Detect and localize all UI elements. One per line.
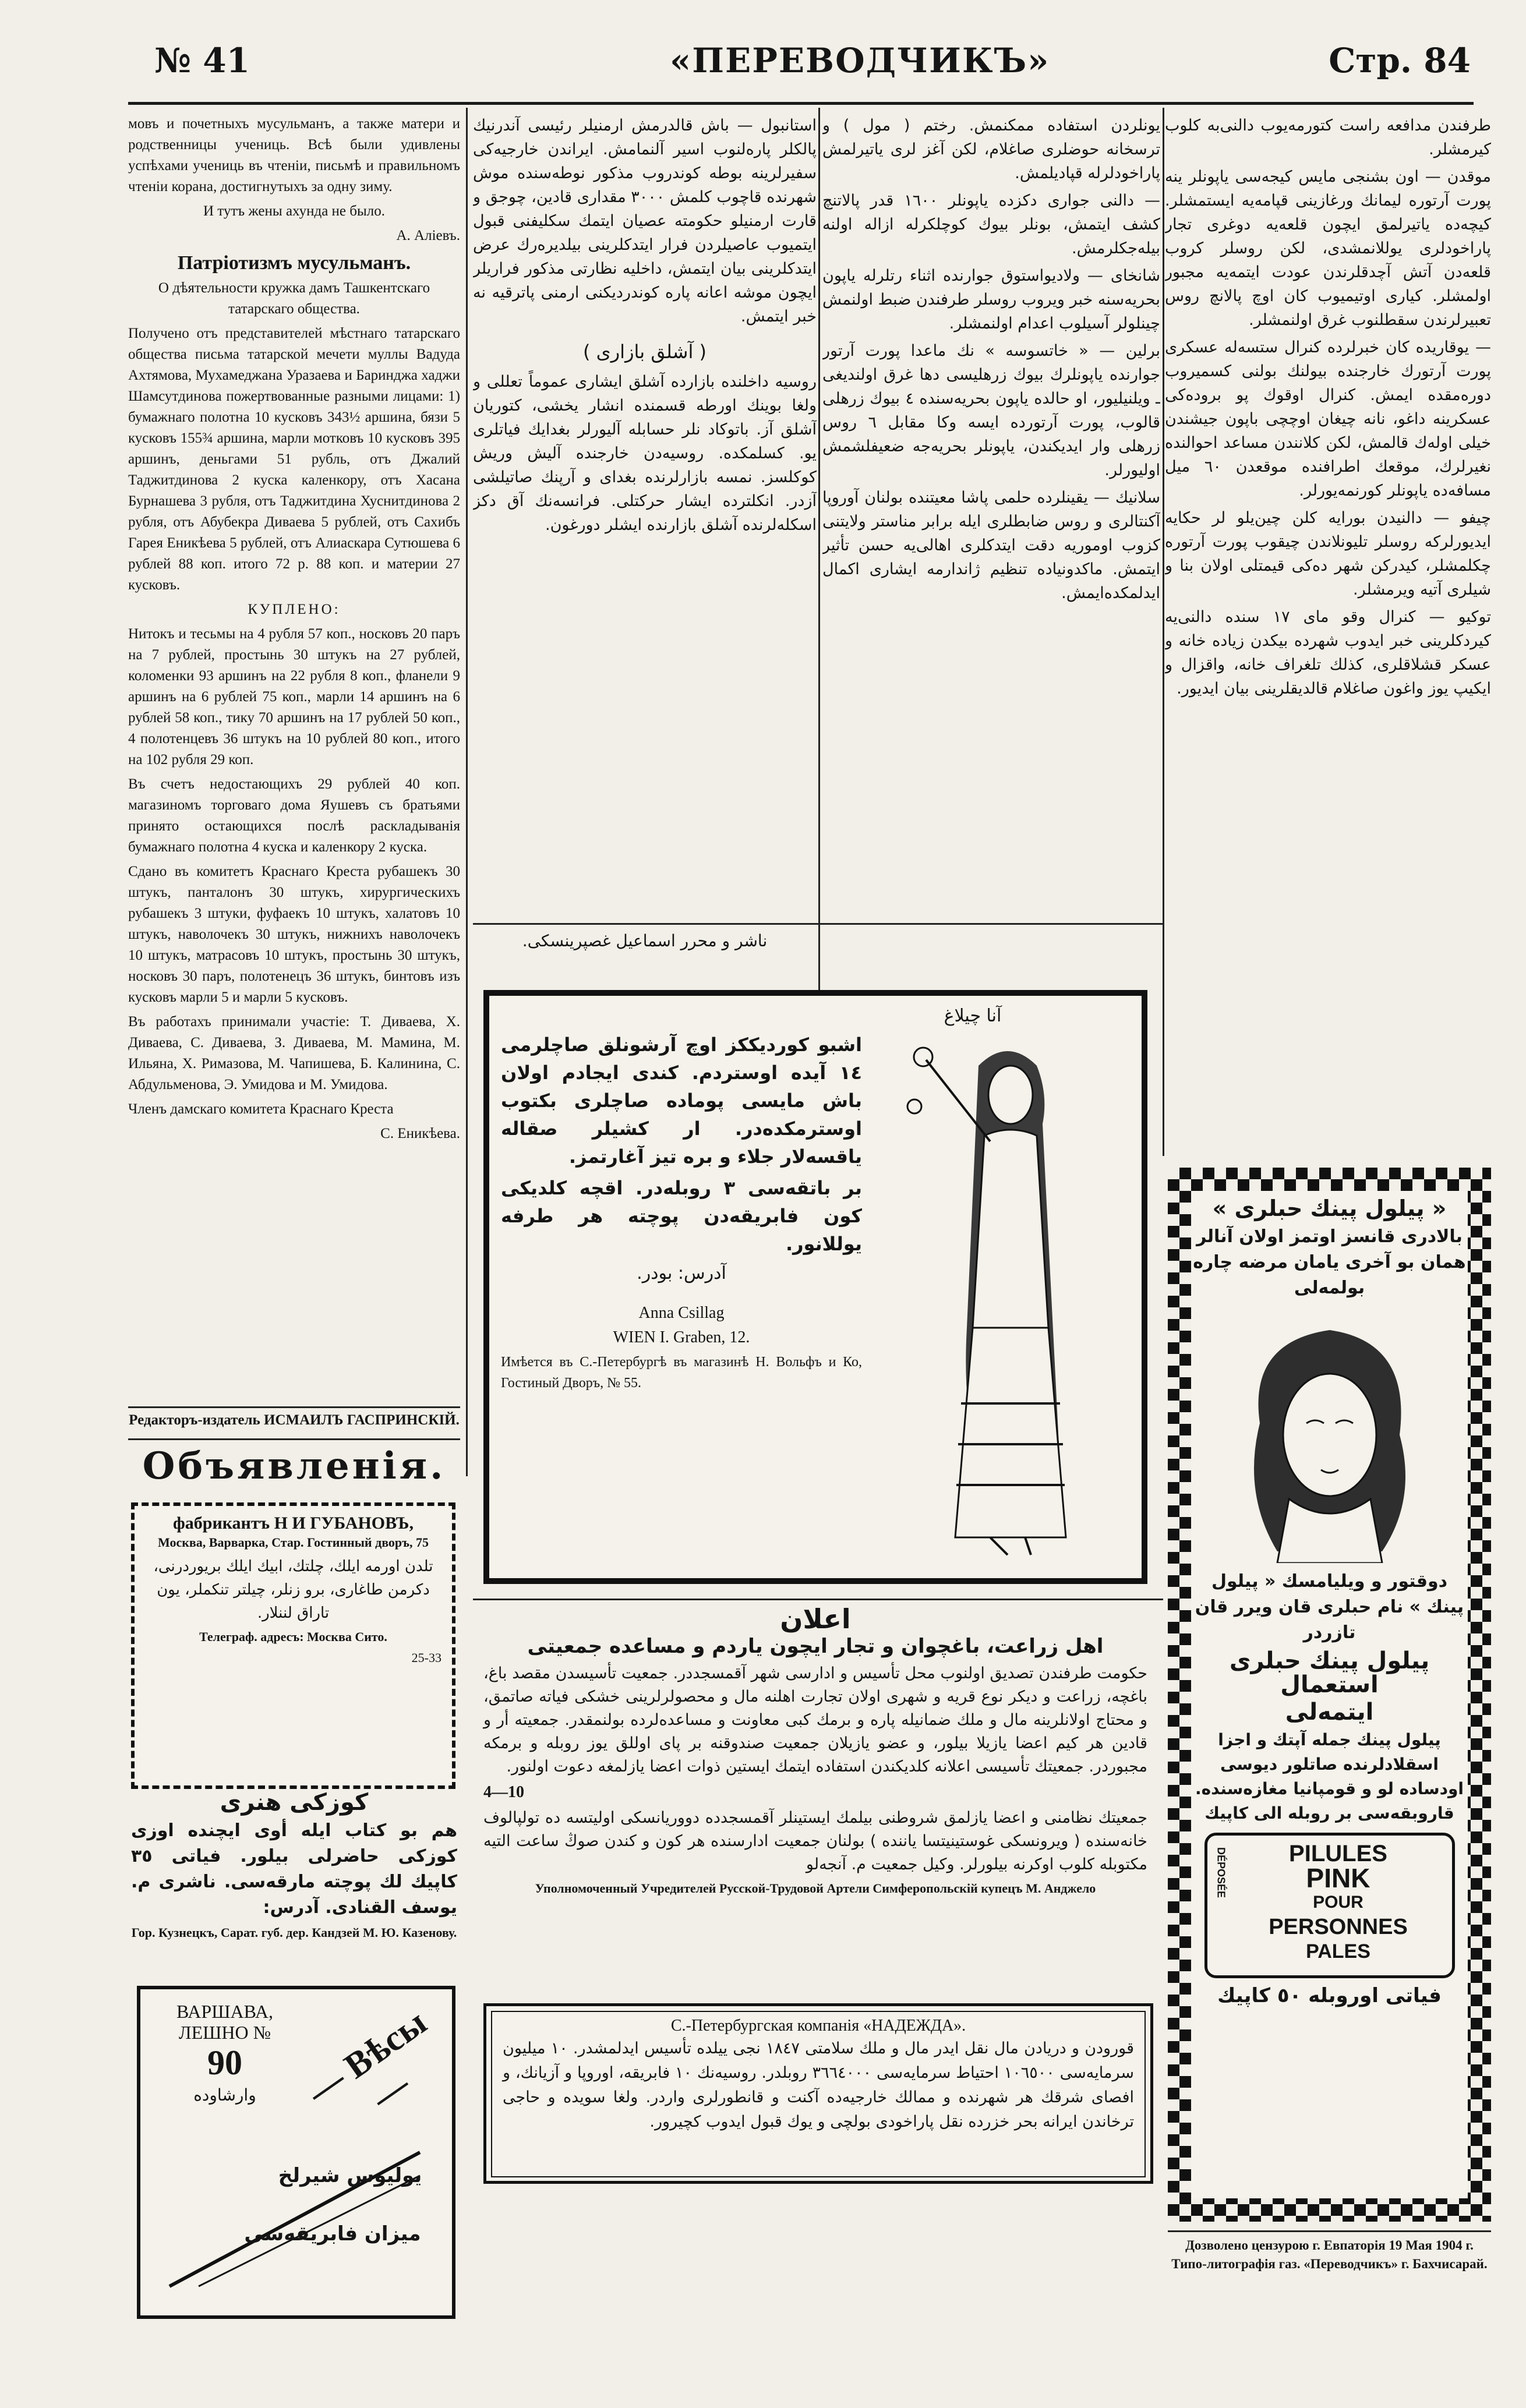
- article-paragraph: Получено отъ представителей мѣстнаго татарскаго общества письма татарской мечети муллы Вадуда Ахтямова, Мухамеджана Уразаева и Баринджа хаджи Шамсутдинова пожертвованные разными лицами: 1) бумажнаго полотна 10 кусковъ 343½ аршина, бязи 5 кусковъ 155¾ аршина, марли мотковъ 10 кусковъ 395 аршинъ, деньгами 51 рубль, отъ Джалий Таджитдинова 2 куска каленкору, отъ Хасана Бурнашева 3 рубля, отъ Таджитдина Хуснитдинова 2 рубля, отъ Абубекра Диваева 5 рублей, отъ Сахибъ Гарея Еникѣева 5 рублей, отъ Алиаскара Сутюшева 6 рублей 88 коп. итого 72 р. 88 коп. и материи 27 кусковъ.: [128, 326, 460, 593]
- announcement-body-2: جمعیتك نظامنی و اعضا یازلمق شروطنی بیلمك ایستینلر آقمسجدده دووریانسکی اولیتسه ده تولپالوف خانه‌سنده ( ویرونسکی غوستینیتسا یاننده ) بولنان جمعیت ادارسنده هر کون و کندن صوڭ ساعت التیه مکتوبله کلوب اوکرنه بیلورلر. وکیل جمعیت م. آنجه‌لو: [483, 1809, 1147, 1873]
- article-subtitle: О дѣятельности кружка дамъ Ташкентскаго татарскаго общества.: [158, 280, 430, 317]
- kozgi-title: کوزکی هنری: [220, 1789, 369, 1816]
- csillag-text: اشبو کوردیککز اوچ آرشونلق صاچلرمی ١٤ آیده اوستردم. کندی ایجادم اولان باش مایسی پوماده صاچلری بکتوب اوسترمکده‌در. ار کشیلر صقاله یاقسه‌لار جلاء و بره تیز آغارتمز.: [501, 1034, 862, 1168]
- column-news-4: [1165, 114, 1491, 1162]
- kozgi-text: هم بو کتاب ایله أوی ایچنده اوزی کوزکی حاضرلی بیلور. فیاتی ٣٥ کاپیك لك پوچته مارقه‌سی. ناشری م. یوسف القنادی. آدرس:: [131, 1820, 457, 1918]
- news-paragraph: یونلردن استفاده ممکنمش. رختم ( مول ) و ترسخانه حوضلری صاغلام، لکن آغز لری یاتیرلمش پاراخودلرله قپادیلمش.: [822, 116, 1160, 182]
- pills-box-word-5: PALES: [1306, 1940, 1370, 1963]
- pink-pills-ad: [1168, 1168, 1491, 2222]
- news-paragraph: — یوقاریده کان خبرلرده کنرال ستسه‌له عسکری پورت آرتورك خارجنده بیولنك بولنی کسمیروب دوره‌مقده ایمش. کنرال اوقوك پو بروده‌کی عسکرینه داغو، نانه چیغان اوچچی باپون جیشندن خیلی اوله‌ك قالمش، لکن کلانندن مساعد احوالنده نغیرلرك، موقعك اطرافنده موقعدن ٦٠ میل مسافه‌ده یاپونلر کورنمه‌یورلر.: [1165, 338, 1491, 500]
- page-number: Стр. 84: [1329, 41, 1471, 80]
- csillag-address-label: آدرس: بودر.: [637, 1263, 726, 1283]
- nadezhda-insurance-ad: [483, 2003, 1153, 2184]
- csillag-city: WIEN I. Graben, 12.: [613, 1328, 750, 1346]
- warsaw-brand: — Вѣсы —: [300, 2002, 434, 2118]
- warsaw-number: 90: [207, 2043, 242, 2082]
- article-paragraph: Въ счетъ недостающихъ 29 рублей 40 коп. магазиномъ торговаго дома Яушевъ съ братьями принято остающихся послѣ раскладыванія бумажнаго полотна 4 куска и каленкору 2 куска.: [128, 776, 460, 855]
- csillag-price: بر باتقه‌سی ٣ روبله‌در. اقچه کلدیکی کون فابریقه‌دن پوچته هر طرفه یوللانور.: [501, 1177, 863, 1255]
- grain-market-heading: ( آشلق بازاری ): [583, 341, 707, 363]
- pills-intro: بالادری قانسز اوتمز اولان آنالر همان بو آخری یامان مرضه چاره بولمه‌لی: [1193, 1226, 1466, 1298]
- kozgi-address: Гор. Кузнецкъ, Сарат. губ. дер. Кандзей М. Ю. Казенову.: [131, 1925, 457, 1940]
- news-shanghai: شانخای — ولادیواستوق جوارنده اثناء رتلرله یاپون بحریه‌سنه خبر ویروب روسلر طرفندن ضبط اولنمش چینلولر آسیلوب اعدام اولنمشلر.: [822, 267, 1160, 333]
- pills-use-2: ایتمه‌لی: [1285, 1699, 1374, 1725]
- pills-use: پیلول پینك حبلری استعمال: [1229, 1647, 1430, 1698]
- censor-rule: [1168, 2230, 1491, 2232]
- pills-doctor: دوقتور و ویلیامسك « پیلول پینك » نام حبلری قان ویرر قان تازردر: [1195, 1571, 1464, 1643]
- warsaw-street: ЛЕШНО №: [178, 2022, 271, 2043]
- gubanov-name: фабрикантъ Н И ГУБАНОВЪ,: [173, 1514, 414, 1533]
- warsaw-scales-ad: [137, 1986, 455, 2319]
- column-news-3: [822, 114, 1160, 993]
- ads-heading-wrap: [128, 1444, 460, 1488]
- article-title: Патріотизмъ мусульманъ.: [177, 252, 411, 274]
- issue-number: № 41: [154, 41, 250, 80]
- column-divider-3: [1163, 108, 1164, 1156]
- article-paragraph: Нитокъ и тесьмы на 4 рубля 57 коп., носковъ 20 паръ на 7 рублей, простынь 30 штукъ на 27 рублей, коломенки 93 аршинъ на 22 рубля 8 коп., фланели 9 аршинъ на 6 рублей 75 коп., марли 14 аршинъ на 6 рублей 58 коп., тику 70 аршинъ на 17 рублей 50 коп., 4 полотенцевъ 36 штукъ на 10 рублей 80 коп., итого на 102 рубля 29 коп.: [128, 626, 460, 768]
- column-divider-1: [466, 108, 468, 1476]
- news-paragraph: — دالنی جواری دکزده یاپونلر ١٦٠٠ قدر پالاتنچ کشف ایتمش، بونلر بیوك کوچلکرله ازاله اولنه بیله‌جکلرمش.: [822, 192, 1160, 257]
- pink-pills-inner: [1191, 1191, 1468, 2198]
- warsaw-factory: ميزان فابريقه‌سى: [244, 2222, 421, 2246]
- scale-graphic: [164, 2141, 432, 2292]
- announcement-body: حکومت طرفندن تصدیق اولنوب محل تأسیس و ادارسی شهر آقمسجددر. جمعیت تأسیسدن مقصد باغ، باغچه، زراعت و دیکر نوع قریه و شهری اولان تجارت اهلنه مال و محصولرلرینی خشکی فیاته صاتمق، و محتاج اولانلرینه مال و ملك ضمانیله پاره و برمك کبی معاونت و مساعده‌لرده بولنمقدر. جمعیته أر و قادین هر کیم اعضا یازیلا بیلور، و عضو یازیلان جمعیت صندوقنه بر پای اوللق یوز روبله و برمکه مجبوردر. جمعیتك تأسیسی اعلانه کلدیکندن استفاده ایتمك ایستین ذوات اعضا یازلمغه دعوت اولنور.: [483, 1664, 1147, 1776]
- csillag-arabic-name: آنا چیلاغ: [944, 1006, 1002, 1026]
- gubanov-text-arabic: تلدن اورمه ایلك، چلتك، ابیك ایلك بریوردرنی، دکرمن طاغارى، برو زنلر، چیلتر تنکملر، یون تاراق لننلار.: [153, 1558, 433, 1622]
- gubanov-address: Москва, Варварка, Стар. Гостинный дворъ, 75: [157, 1535, 429, 1550]
- news-paragraph: طرفندن مدافعه راست کتورمه‌یوب دالنی‌به کلوب کیرمشلر.: [1165, 116, 1491, 158]
- editor-rule: [128, 1406, 460, 1408]
- pills-box-illustration: [1204, 1833, 1455, 1978]
- column-news-2: [473, 114, 817, 946]
- editor-line: Редакторъ-издатель ИСМАИЛЪ ГАСПРИНСКІЙ.: [129, 1412, 460, 1428]
- nadezhda-title: С.-Петербургская компанія «НАДЕЖДА».: [670, 2017, 966, 2035]
- editor-rule-2: [128, 1438, 460, 1440]
- article-signature: С. Еникѣева.: [380, 1126, 460, 1141]
- announcement-number: 4—10: [483, 1783, 524, 1801]
- announcement-subtitle: اهل زراعت، باغچوان و تجار ایچون یاردم و مساعده جمعیتی: [527, 1635, 1104, 1658]
- pills-price: فیاتی اوروبله ٥٠ کاپیك: [1217, 1984, 1442, 2007]
- colophon: ناشر و محرر اسماعیل غصپرینسکی.: [522, 931, 768, 950]
- news-berlin: برلین — « خاتسوسه » نك ماعدا پورت آرتور جوارنده یاپونلرك بیوك زرهلیسی دها غرق اولندیغی ـ ویلنیلیور، او حالده یاپون بحریه‌سنده ٤ بیوك زرهلی قالوب، پورت آرتورده ایسه وکا مقابل ٦ روس زرهلی وار ایدیکندن، یاپونلر بحریه‌جه ضعیفلشمش اولیورلر.: [822, 342, 1160, 479]
- article-line: И тутъ жены ахунда не было.: [203, 203, 386, 219]
- article-heading: КУПЛЕНО:: [248, 602, 341, 617]
- long-hair-woman-illustration: [874, 1025, 1130, 1567]
- masthead-title: «ПЕРЕВОДЧИКЪ»: [670, 41, 1050, 80]
- kozgi-ad: [131, 1791, 457, 1977]
- warsaw-maker: یولیوس شیرلخ: [278, 2164, 422, 2187]
- censorship-note: Дозволено цензурою г. Евпаторія 19 Мая 1904 г. Типо-литографія газ. «Переводчикъ» г. Бахчисарай.: [1171, 2238, 1488, 2271]
- announcement-russian: Уполномоченный Учредителей Русской-Трудовой Артели Симферопольскій купецъ М. Анджело: [535, 1881, 1096, 1896]
- gubanov-telegraph: Телеграф. адресъ: Москва Сито.: [199, 1629, 387, 1644]
- article-intro: мовъ и почетныхъ мусульманъ, а также матери и родственницы учениць. Всѣ были удивлены успѣхами учениць въ чтеніи, письмѣ и правильномъ чтеніи корана, достигнутыхъ за одну зиму.: [128, 116, 460, 195]
- woman-portrait-illustration: [1225, 1307, 1435, 1563]
- article-paragraph: Членъ дамскаго комитета Краснаго Креста: [128, 1101, 394, 1117]
- header-rule: [128, 102, 1474, 105]
- column-divider-2: [818, 108, 820, 993]
- news-chefoo: چیفو — دالنیدن بورایه کلن چین‌یلو لر حکایه ایدیورلرکه روسلر تلیونلاندن چیقوب پورت آرتوره چکلمشلر، کیدرکن شهر ده‌کی قیمتلی اولان بنا و شیلری آتیه ویرمشلر.: [1165, 509, 1491, 599]
- announcement-rule: [473, 1599, 1163, 1600]
- csillag-russian-note: Имѣется въ С.-Петербургѣ въ магазинѣ Н. Вольфъ и Ко, Гостиный Дворъ, № 55.: [501, 1355, 862, 1391]
- pills-sold: پیلول پینك جمله آپتك و اجزا اسقلادلرنده صاتلور دیوسی اودساده لو و قومپانیا مغازه‌سنده. قاروبقه‌سی بر روبله‌ الی کاپیك: [1195, 1730, 1464, 1823]
- agricultural-society-announcement: [483, 1603, 1147, 1992]
- news-tokyo: توکیو — کنرال وقو مای ١٧ سنده دالنی‌یه کیردکلرینی خبر ایدوب شهرده بیکدن زیاده خانه و عسکر قشلاقلری، کذلك تلغراف خانه، واقزال و ایکیپ یوز واغون صاغلام قالدیقلرینی بیان ایدیور.: [1165, 608, 1491, 698]
- announcement-title: اعلان: [780, 1603, 851, 1635]
- article-paragraph: Въ работахъ принимали участіе: Т. Диваева, Х. Диваева, С. Диваева, З. Диваева, М. Мамина, М. Ильяна, Х. Римазова, М. Чапишева, Б. Калинина, С. Абдульменова, Э. Умидова и М. Умидова.: [128, 1014, 460, 1092]
- article-paragraph: Сдано въ комитетъ Краснаго Креста рубашекъ 30 штукъ, панталонъ 30 штукъ, хирургическихъ рубашекъ 3 штуки, фуфаекъ 10 штукъ, халатовъ 10 штукъ, наволочекъ 30 штукъ, нижнихъ наволочекъ 10 штукъ, матрасовъ 10 штукъ, простынь 30 штукъ, носковъ 30 паръ, полотенецъ 36 штукъ, бинтовъ изъ кусковъ марли 5 и марли 5 кусковъ.: [128, 864, 460, 1005]
- pills-box-word-3: POUR: [1313, 1893, 1363, 1912]
- news-mukden: موقدن — اون بشنجی مایس کیجه‌سی یاپونلر ینه پورت آرتوره لیمانك ورغازینی قپامه‌یه ایستمشلر. کیچه‌ده یاتیرلمق ایچون قلعه‌یه دوغری تجار پاراخودلری یوللانمشدی، لکن روسلر کروب قلعه‌دن آتش آچدقلرندن عودت ایتمه‌یه مجبور اولمشلر. کیاری اوتیمیوب کان اوچ پالانچ روس تعبیرلرندن سقطلنوب غرق اولنمشلر.: [1165, 168, 1491, 329]
- news-istanbul: استانبول — باش قالدرمش ارمنیلر رئیسی آندرنیك پالکلر پاره‌لنوب اسیر آلنمامش. ایراندن خارجیه‌کی سفیرلرینه بوطه‌ کوندروب مذکور نوطه‌سنده موش شهرنده قاچوب کلمش ٣٠٠٠ مقداری قادین، چوجق و قارت ارمنیلو حکومته عصیان ایتمك سکلیفنی قبول ایتمیوب عاصیلردن فرار ایتدکلرینی بیلدیره‌رك عرض ایتدکلرینی بیان ایتمش، داخلیه نظارتی مذکور فراریلر ایچون موشه اعانه پاره کوندردیکنی ارمنی پاترقیه‌ نه خبر ایتمش.: [473, 116, 817, 326]
- grain-market-text: روسیه داخلنده بازارده آشلق ایشاری عموماً تعللی و ولغا بوینك اورطه قسمنده انشار یخشی، کتوریان آشلق آز. باتوکاد نلر حسابله آلیورلر بغدایك فیاتلری یو. کسلمکده. روسیه‌دن خارجنده آلیش وریش کوکلسز. نمسه بازارلرنده بغدای و آرپنك صاتیلشی آزدر. انکلترده ایشار حرکتلی. فرانسه‌نك آق دکز اسکله‌لرنده آشلق بازارنده ایشلر دورغون.: [473, 373, 817, 534]
- pills-box-word-4: PERSONNES: [1269, 1915, 1408, 1939]
- article-signature: А. Алiевъ.: [396, 228, 460, 243]
- anna-csillag-ad: [483, 990, 1147, 1584]
- pills-box-word-2: PINK: [1306, 1863, 1370, 1893]
- news-salonica: سلانیك — یقینلرده حلمی پاشا معیتنده بولنان آوروپا آکنتالری و روس ضابطلری ایله برابر مناستر ولایتنی کزوب اوموریه دقت ایتدکلری اهالی‌یه حسن تأثیر ایتمش. ماکدونیاده تنظیم ژاندارمه ایشاری اکمال ایدلمکده‌ایمش.: [822, 489, 1160, 602]
- pills-box-side: DÉPOSÉE: [1215, 1847, 1227, 1898]
- nadezhda-body: قورودن و دریادن مال نقل ایدر مال و ملك سلامتی ١٨٤٧ نجی ییلده تأسیس ایدلمشدر. ١٠ میلیون سرمایه‌سی ١٠٦٥٠٠ احتیاط سرمایه‌سی ٣٦٦٤٠٠٠ روبلدر. روسیه‌نك ١٠ فابریقه، اوروپا و آزیانك، و افصای شرقك هر شهرنده و ممالك خارجیه‌ده آکنت و قانطورلری واردر. ولغا سویده و حاجی ترخاندن ایرانه بحر خزرده نقل پاراخودی بولچی و یوك قبول ایدوب کچیرور.: [503, 2039, 1134, 2131]
- gubanov-ad: [131, 1502, 455, 1789]
- warsaw-arabic-city: وارشاوده: [193, 2085, 256, 2105]
- pills-title: « پیلول پینك حبلری »: [1212, 1196, 1447, 1221]
- gubanov-number: 25-33: [411, 1650, 441, 1665]
- csillag-latin-name: Anna Csillag: [638, 1304, 725, 1322]
- pills-box-word-1: PILULES: [1289, 1841, 1387, 1866]
- warsaw-city: ВАРШАВА,: [176, 2001, 274, 2022]
- ads-title: Объявленія.: [142, 1444, 446, 1488]
